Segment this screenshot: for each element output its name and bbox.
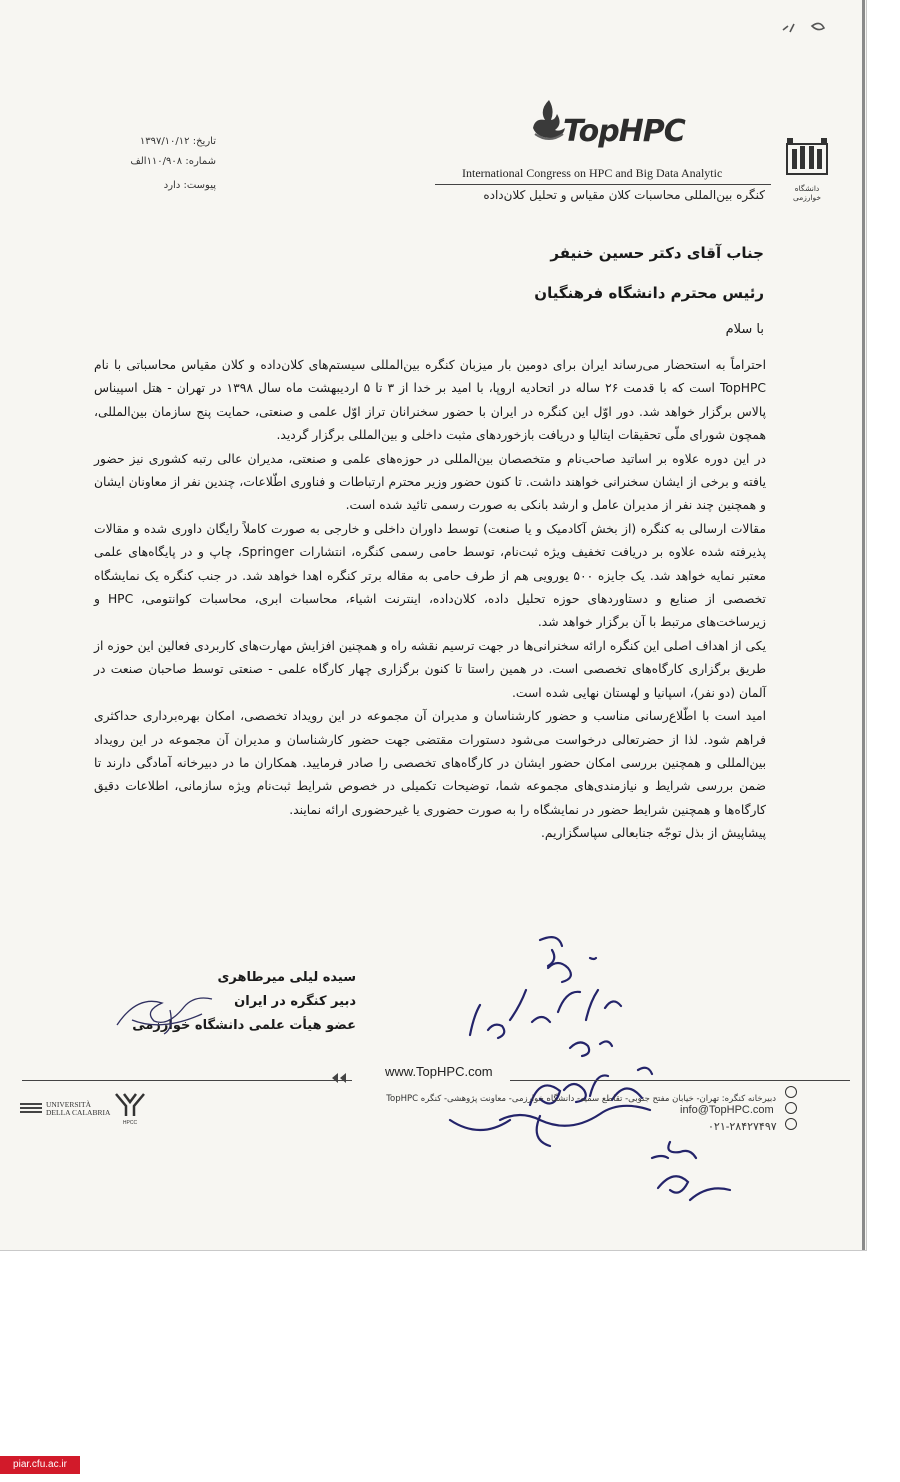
kharazmi-logo-caption: دانشگاه خوارزمی: [792, 184, 822, 202]
congress-title-english: International Congress on HPC and Big Data Analytic: [462, 166, 723, 180]
signatory-affiliation: عضو هیأت علمی دانشگاه خوارزمی: [132, 1018, 356, 1033]
kharazmi-university-emblem-icon: [783, 138, 831, 202]
unical-logo-text: [46, 1101, 110, 1117]
tophpc-flame-logo-icon: [527, 96, 567, 144]
hpcc-logo-icon: [112, 1092, 148, 1126]
footer-address: دبیرخانه کنگره: تهران- خیابان مفتح جنوبی- تقاطع سمیه- دانشگاه خوارزمی- معاونت پژوهشی- کنگره TopHPC: [386, 1094, 776, 1104]
location-pin-icon: [785, 1086, 797, 1098]
footer-website: www.TopHPC.com: [385, 1064, 493, 1079]
corner-mark-icon: [780, 14, 830, 38]
greeting: با سلام: [725, 322, 764, 337]
footer-divider-left: [22, 1080, 352, 1081]
footer-ornament-icon: [330, 1070, 350, 1084]
body-paragraph-thanks: پیشاپیش از بذل توجّه جنابعالی سپاسگزاریم.: [540, 826, 766, 841]
header-divider: [435, 184, 771, 185]
recipient-title: رئیس محترم دانشگاه فرهنگیان: [534, 284, 764, 302]
contact-icons-column: [785, 1086, 799, 1130]
unical-line2: DELLA CALABRIA: [46, 1108, 111, 1117]
hpcc-logo-caption: HPCC: [122, 1120, 138, 1126]
recipient-name: جناب آقای دکتر حسین خنیفر: [550, 244, 764, 262]
letter-attachment: پیوست: دارد: [163, 180, 216, 191]
body-paragraph-request: امید است با اطّلاع‌رسانی مناسب و حضور کارشناسان و مدیران آن مجموعه در این رویداد تخصصی، امکان بهره‌برداری حداکثری فراهم شود. لذا از حضرتعالی درخواست می‌شود دستورات مقتضی جهت حضور کارشناسان و مدیران آن مجموعه در این رویداد بین‌المللی و همچنین بررسی امکان حضور ایشان در کارگاه‌های تخصصی را صادر فرمایید. همکاران ما در دبیرخانه آمادگی دارند تا ضمن بررسی شرایط و نیازمندی‌های مجموعه شما، توضیحات تکمیلی در خصوص شرایط ثبت‌نام ویژه سازمانی، اطلاعات دقیق کارگاه‌ها و همچنین شرایط حضور در نمایشگاه را به صورت حضوری یا غیرحضوری ارائه نمایند.: [94, 709, 766, 817]
email-icon: [785, 1102, 797, 1114]
handwritten-signature: [112, 970, 222, 1040]
signatory-role: دبیر کنگره در ایران: [234, 994, 356, 1009]
body-paragraph-intro: احتراماً به استحضار می‌رساند ایران برای دومین بار میزبان کنگره بین‌المللی سیستم‌های کلان‌داده و کلان مقیاس محاسباتی با نام TopHPC است که با قدمت ۲۶ ساله در اتحادیه اروپا، با امید بر خدا از ۳ تا ۵ اردیبهشت ماه سال ۱۳۹۸ در تهران - هتل اسپیناس پالاس برگزار خواهد شد. دور اوّل این کنگره در ایران با حضور سخنرانان تراز اوّل علمی و صنعتی، حمایت پنج سازمان بین‌المللی، همچون شورای ملّی تحقیقات ایتالیا و دریافت بازخوردهای مثبت داخلی و بین‌المللی برگزار گردید.: [94, 358, 766, 443]
congress-title-persian: کنگره بین‌المللی محاسبات کلان مقیاس و تحلیل کلان‌داده: [483, 188, 765, 202]
source-watermark: piar.cfu.ac.ir: [0, 1456, 80, 1474]
footer-divider-right: [510, 1080, 850, 1081]
letter-reference-block: [110, 132, 216, 200]
body-paragraph-workshops: یکی از اهداف اصلی این کنگره ارائه سخنرانی‌ها در جهت ترسیم نقشه راه و همچنین افزایش مهارت‌های کاربردی فعالین این حوزه از طریق برگزاری کارگاه‌های تخصصی است. در همین راستا تا کنون برگزاری چهار کارگاه علمی - صنعتی توسط صاحبان صنعت در آلمان (دو نفر)، اسپانیا و لهستان نهایی شده است.: [94, 638, 766, 700]
scan-edge-line: [862, 0, 865, 1250]
tophpc-logo-text: TopHPC: [563, 114, 685, 149]
body-paragraph-speakers: در این دوره علاوه بر اساتید صاحب‌نام و متخصصان بین‌المللی در حوزه‌های علمی و صنعتی، مدیران عالی رتبه کشوری نیز حضور یافته و برخی از ایشان سخنرانی خواهند داشت. تا کنون حضور وزیر محترم ارتباطات و فناوری اطّلاعات، چندین نفر از معاونان ایشان و همچنین چند نفر از مدیران عامل و ارشد بانکی به صورت رسمی تائید شده است.: [94, 451, 766, 513]
letter-body: [94, 354, 766, 846]
letter-date: تاریخ: ۱۳۹۷/۱۰/۱۲: [139, 136, 216, 147]
body-paragraph-papers: مقالات ارسالی به کنگره (از بخش آکادمیک و یا صنعت) توسط داوران داخلی و خارجی به صورت کاملاً رایگان داوری شده و مقالات پذیرفته شده علاوه بر دریافت تخفیف ویژه ثبت‌نام، توسط حامی رسمی کنگره، انتشارات Springer، چاپ و در پایگاه‌های علمی معتبر نمایه خواهد شد. یک جایزه ۵۰۰ یورویی هم از طرف حامی به مقاله برتر کنگره اهدا خواهد شد. در جنب کنگره یک نمایشگاه تخصصی از صنایع و دستاوردهای حوزه تحلیل داده، کلان‌داده، اینترنت اشیاء، محاسبات ابری، محاسبات کوانتومی، HPC و زیرساخت‌های مرتبط با آن برگزار خواهد شد.: [94, 521, 766, 630]
unical-logo-icon: [20, 1101, 44, 1117]
footer-phone: ۰۲۱-۲۸۴۲۷۴۹۷: [708, 1121, 777, 1133]
letter-number: شماره: ۱۱۰/۹۰۸الف: [130, 156, 216, 167]
unical-line1: UNIVERSITÀ: [46, 1100, 91, 1109]
phone-icon: [785, 1118, 797, 1130]
signatory-name: سیده لیلی میرطاهری: [217, 970, 356, 985]
footer-email: info@TopHPC.com: [680, 1104, 774, 1116]
